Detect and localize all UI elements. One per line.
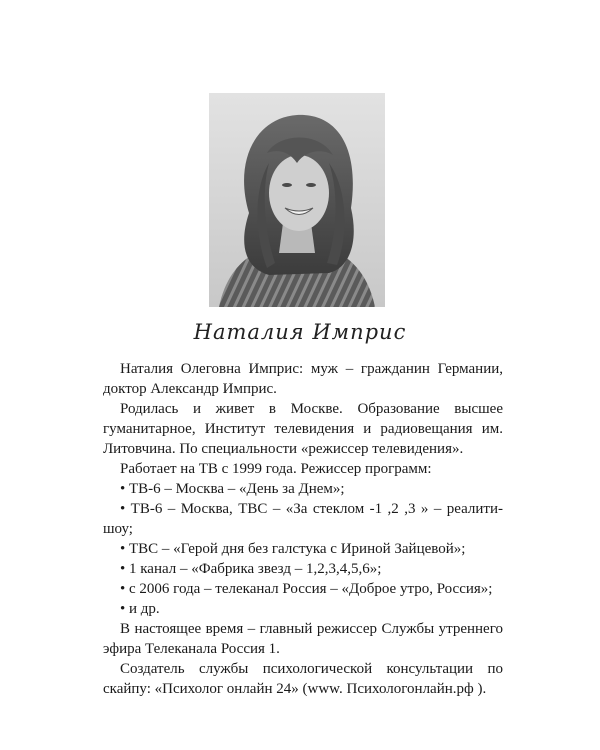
list-item: • ТВ-6 – Москва, ТВС – «За стеклом -1 ,2 ,3 » – реалити-шоу; [103,501,503,537]
paragraph-career: Работает на ТВ с 1999 года. Режиссер программ: [120,461,432,477]
list-item: • и др. [120,601,160,617]
paragraph-current-position: В настоящее время – главный режиссер Службы утреннего эфира Телеканала Россия 1. [103,621,503,657]
list-item: • ТВС – «Герой дня без галстука с Ириной Зайцевой»; [120,541,466,557]
portrait-image [209,93,385,307]
list-item: • с 2006 года – телеканал Россия – «Доброе утро, Россия»; [120,581,493,597]
author-portrait [209,93,385,307]
author-name-heading: Наталия Имприс [193,320,407,344]
list-item: • ТВ-6 – Москва – «День за Днем»; [120,481,345,497]
list-item: • 1 канал – «Фабрика звезд – 1,2,3,4,5,6»; [120,561,382,577]
paragraph-family: Наталия Олеговна Имприс: муж – гражданин Германии, доктор Александр Имприс. [103,361,503,397]
paragraph-education: Родилась и живет в Москве. Образование высшее гуманитарное, Институт телевидения и радиовещания им. Литовчина. По специальности «режиссер телевидения». [103,401,503,457]
biography-text [103,359,503,699]
paragraph-psychology-service: Создатель службы психологической консультации по скайпу: «Психолог онлайн 24» (www. Психологонлайн.рф ). [103,661,503,697]
